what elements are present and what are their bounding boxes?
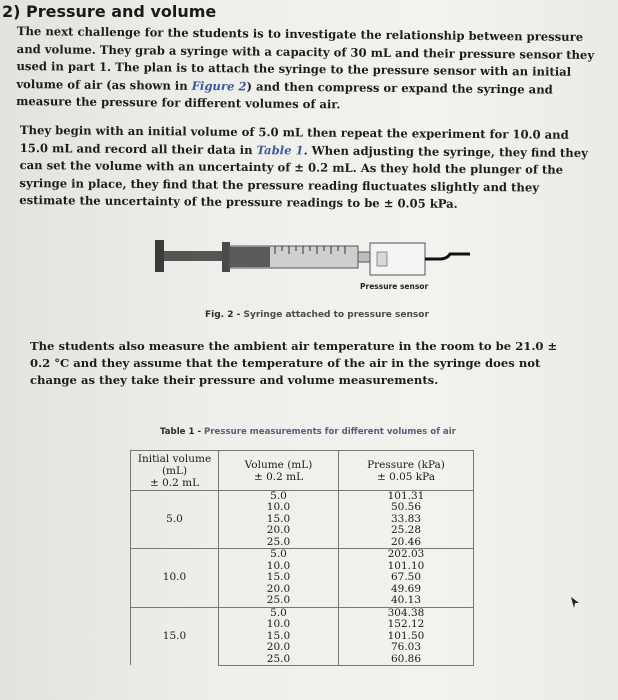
syringe-nozzle <box>358 252 370 262</box>
cell-volume: 20.0 <box>219 584 339 596</box>
cell-pressure: 60.86 <box>339 654 474 666</box>
cell-volume: 15.0 <box>219 572 339 584</box>
table-caption-text: Pressure measurements for different volumes of air <box>204 427 456 437</box>
sensor-cable <box>425 254 470 259</box>
cell-volume: 25.0 <box>219 654 339 666</box>
section-heading: 2) Pressure and volume <box>2 2 217 21</box>
mouse-cursor-icon <box>570 597 580 609</box>
paragraph-plan-text-b: ) and then compress or expand the syringe and measure the pressure for different volumes of air. <box>16 78 553 112</box>
cell-volume: 20.0 <box>219 525 339 537</box>
cell-pressure: 304.38 <box>339 607 474 619</box>
table-caption <box>160 427 456 437</box>
cell-pressure: 101.50 <box>339 631 474 643</box>
cell-volume: 25.0 <box>219 595 339 607</box>
table-header-row <box>131 451 474 491</box>
cell-volume: 5.0 <box>219 549 339 561</box>
cell-pressure: 20.46 <box>339 537 474 549</box>
cell-pressure: 101.10 <box>339 561 474 573</box>
header-volume-uncertainty: ± 0.2 mL <box>253 471 304 483</box>
table-row <box>131 491 474 503</box>
cell-volume: 15.0 <box>219 631 339 643</box>
cell-volume: 5.0 <box>219 607 339 619</box>
cell-pressure: 152.12 <box>339 619 474 631</box>
cell-volume: 15.0 <box>219 514 339 526</box>
paragraph-method-text-b: . When adjusting the syringe, they find they can set the volume with an uncertainty of ± 0.2 mL. As they hold the plunger of the syringe in place, they find that the pressure reading fluctuates slightly and they estimate the uncertainty of the pressure readings to be ± 0.05 kPa. <box>19 142 588 211</box>
paragraph-method-text-a: They begin with an initial volume of 5.0 mL then repeat the experiment for 10.0 and 15.0 mL and record all their data in <box>19 122 569 157</box>
sensor-label: Pressure sensor <box>360 282 429 291</box>
header-volume-title: Volume (mL) <box>244 459 313 471</box>
plunger-stopper <box>230 247 270 267</box>
cell-pressure: 202.03 <box>339 549 474 561</box>
cell-pressure: 101.31 <box>339 491 474 503</box>
figure-reference-link[interactable]: Figure 2 <box>191 78 247 93</box>
syringe-figure <box>155 230 475 300</box>
plunger-handle <box>155 240 164 272</box>
cell-volume: 25.0 <box>219 537 339 549</box>
cell-volume: 20.0 <box>219 642 339 654</box>
figure-caption-number: Fig. 2 - <box>205 310 244 320</box>
paragraph-temperature: The students also measure the ambient air temperature in the room to be 21.0 ± 0.2 °C and they assume that the temperature of the air in the syringe does not change as they take their pressure and volume measurements. <box>30 339 558 387</box>
cell-initial-volume: 15.0 <box>131 607 219 665</box>
paragraph-plan-text-a: The next challenge for the students is to investigate the relationship between pressure and volume. They grab a syringe with a capacity of 30 mL and their pressure sensor they used in part 1. The plan is to attach the syringe to the pressure sensor with an initial volume of air (as shown in <box>16 23 595 93</box>
header-initial-volume-title: Initial volume (mL) <box>137 453 212 477</box>
cell-initial-volume: 10.0 <box>131 549 219 607</box>
table-reference-link[interactable]: Table 1 <box>256 142 304 157</box>
table-body <box>131 491 474 666</box>
cell-pressure: 76.03 <box>339 642 474 654</box>
pressure-table <box>130 450 474 666</box>
cell-volume: 10.0 <box>219 561 339 573</box>
plunger-rod <box>164 251 222 261</box>
cell-initial-volume: 5.0 <box>131 491 219 549</box>
barrel-flange <box>222 242 230 272</box>
header-initial-volume-uncertainty: ± 0.2 mL <box>149 477 200 489</box>
table-caption-number: Table 1 - <box>160 427 205 437</box>
syringe-sensor-illustration <box>155 230 475 300</box>
cell-pressure: 67.50 <box>339 572 474 584</box>
header-initial-volume <box>131 451 219 491</box>
figure-caption <box>205 310 429 320</box>
figure-caption-text: Syringe attached to pressure sensor <box>243 310 429 320</box>
paragraph-plan <box>16 23 609 117</box>
header-volume <box>219 451 339 491</box>
cell-volume: 10.0 <box>219 619 339 631</box>
header-pressure-title: Pressure (kPa) <box>367 459 445 471</box>
cell-pressure: 40.13 <box>339 595 474 607</box>
cell-volume: 5.0 <box>219 491 339 503</box>
table-row <box>131 549 474 561</box>
header-pressure <box>339 451 474 491</box>
cell-pressure: 50.56 <box>339 502 474 514</box>
cell-pressure: 49.69 <box>339 584 474 596</box>
sensor-port <box>377 252 387 266</box>
paragraph-method <box>19 122 590 214</box>
cell-pressure: 33.83 <box>339 514 474 526</box>
cell-volume: 10.0 <box>219 502 339 514</box>
header-pressure-uncertainty: ± 0.05 kPa <box>376 471 436 483</box>
cell-pressure: 25.28 <box>339 525 474 537</box>
